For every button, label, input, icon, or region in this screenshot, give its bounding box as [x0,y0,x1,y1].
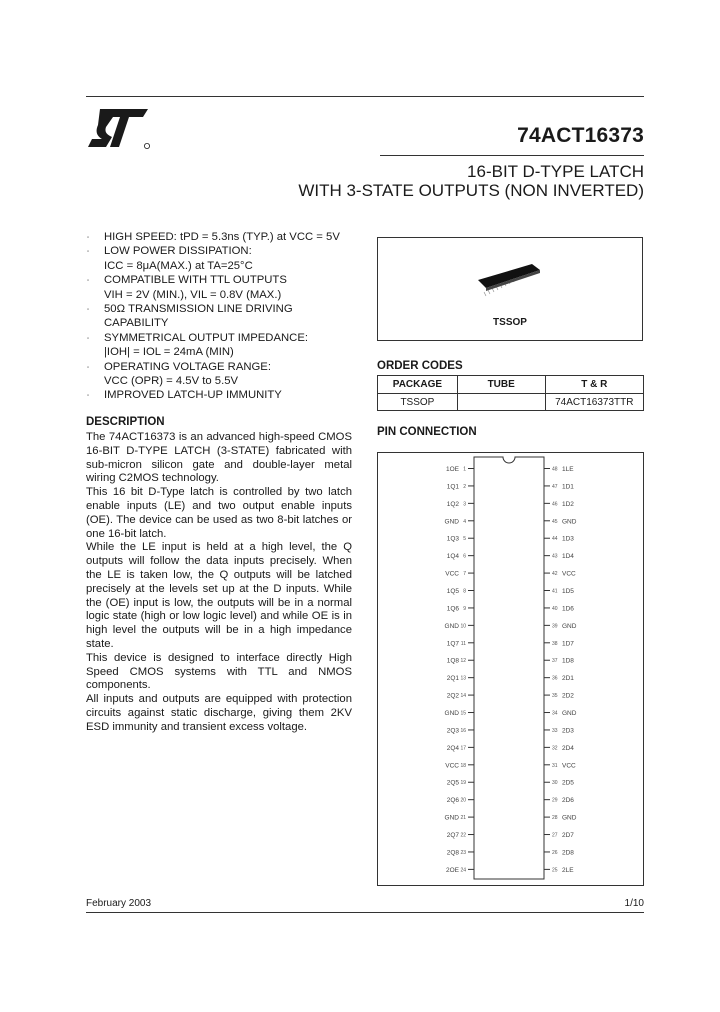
pin-number: 20 [460,797,466,804]
pin-number: 9 [463,605,466,612]
st-logo-icon [86,105,152,151]
pin-label-right: 2D8 [562,849,574,857]
pin-label-right: 1D5 [562,588,574,596]
feature-item [86,388,358,402]
pin-number: 12 [460,658,466,665]
pin-number: 6 [463,553,466,560]
pin-label-left: 1Q3 [446,535,459,543]
pin-number: 32 [552,745,558,752]
order-codes-heading: ORDER CODES [377,360,463,372]
feature-item [86,302,358,331]
pin-label-left: GND [444,622,459,630]
pin-number: 19 [460,780,466,787]
pin-number: 34 [552,710,558,717]
pin-label-left: 2Q6 [446,797,459,805]
pin-number: 8 [463,588,466,595]
pin-label-left: 2Q8 [446,849,459,857]
product-title-line2: WITH 3-STATE OUTPUTS (NON INVERTED) [298,181,644,200]
pin-label-right: 2D6 [562,797,574,805]
pin-number: 25 [552,867,558,874]
order-column-header: TUBE [457,376,545,394]
pin-number: 48 [552,466,558,473]
description-paragraph: This 16 bit D-Type latch is controlled by two latch enable inputs (LE) and two output enable inputs (OE). The device can be used as two 8-bit latches or one 16-bit latch. [86,486,352,540]
pin-label-left: 2OE [445,866,459,874]
pin-label-right: 2D5 [562,779,574,787]
pin-label-left: 1Q2 [446,500,459,508]
feature-text: ▫ COMPATIBLE WITH TTL OUTPUTS [104,274,287,287]
pin-label-right: 1D2 [562,500,574,508]
pin-number: 43 [552,553,558,560]
feature-text: ▫ LOW POWER DISSIPATION: [104,245,252,258]
description-heading: DESCRIPTION [86,416,165,428]
pin-number: 24 [460,867,466,874]
pin-number: 1 [463,466,466,473]
feature-item [86,331,358,360]
pin-label-right: 2D1 [562,675,574,683]
pin-number: 4 [463,518,466,525]
pin-label-right: GND [562,622,577,630]
pin-label-left: 1Q4 [446,553,459,561]
pin-number: 39 [552,623,558,630]
pin-number: 21 [460,815,466,822]
part-number: 74ACT16373 [517,124,644,147]
pin-label-right: 2D3 [562,727,574,735]
pin-number: 44 [552,536,558,543]
pin-connection-diagram [377,452,644,886]
pin-label-left: GND [444,710,459,718]
feature-item [86,230,358,244]
feature-text: ▫ IMPROVED LATCH-UP IMMUNITY [104,389,282,402]
order-codes-table [377,375,644,411]
order-cell: 74ACT16373TTR [545,394,643,411]
pin-label-left: 1Q7 [446,640,459,648]
order-cell [457,394,545,411]
pin-label-right: VCC [562,570,576,578]
pin-label-right: 1D4 [562,553,574,561]
pin-label-left: GND [444,518,459,526]
ic-body [474,457,544,879]
pin-number: 17 [460,745,466,752]
pin-number: 28 [552,815,558,822]
pin-number: 31 [552,762,558,769]
feature-text: VCC (OPR) = 4.5V to 5.5V [104,375,239,388]
description-paragraph: All inputs and outputs are equipped with protection circuits against static discharge, giving them 2KV ESD immunity and transient excess voltage. [86,693,352,733]
feature-text: ▫ 50Ω TRANSMISSION LINE DRIVING [104,303,293,316]
footer-date: February 2003 [86,898,152,909]
feature-item [86,273,358,302]
pin-number: 27 [552,832,558,839]
pin-label-right: 2D2 [562,692,574,700]
pin-label-left: 2Q4 [446,744,459,752]
description-body [86,431,352,735]
pin-label-right: 2D4 [562,744,574,752]
order-table-header-row [378,376,644,394]
pin-number: 7 [463,571,466,578]
pin-label-right: 1D7 [562,640,574,648]
pin-number: 26 [552,849,558,856]
pin-number: 42 [552,571,558,578]
pin-label-right: GND [562,518,577,526]
order-cell: TSSOP [378,394,458,411]
pin-number: 40 [552,605,558,612]
pin-label-left: 2Q1 [446,675,459,683]
footer-page-number: 1/10 [624,898,644,909]
feature-text: ▫ OPERATING VOLTAGE RANGE: [104,360,271,373]
order-column-header: T & R [545,376,643,394]
pin-number: 35 [552,693,558,700]
pin-number: 33 [552,727,558,734]
feature-text: ▫ SYMMETRICAL OUTPUT IMPEDANCE: [104,331,308,344]
pin-number: 15 [460,710,466,717]
description-paragraph: This device is designed to interface directly High Speed CMOS systems with TTL and NMOS components. [86,651,352,692]
pin-number: 41 [552,588,558,595]
product-title-line1: 16-BIT D-TYPE LATCH [467,162,644,181]
pin-number: 11 [460,640,466,647]
pin-label-left: 1OE [445,466,459,473]
pin-label-left: 1Q6 [446,605,459,613]
pin-number: 36 [552,675,558,682]
pin-label-left: VCC [445,570,459,578]
pin-connection-heading: PIN CONNECTION [377,426,477,438]
pin-label-right: GND [562,814,577,822]
pin-label-left: VCC [445,762,459,770]
feature-item [86,244,358,273]
pin-number: 23 [460,849,466,856]
pin-label-right: 2D7 [562,832,574,840]
pin-label-right: 1LE [562,466,574,473]
pin-label-right: 1D8 [562,657,574,665]
pin-number: 10 [460,623,466,630]
pin-number: 2 [463,483,466,490]
feature-text: ICC = 8μA(MAX.) at TA=25°C [104,259,253,272]
description-paragraph: The 74ACT16373 is an advanced high-speed CMOS 16-BIT D-TYPE LATCH (3-STATE) fabricated with sub-micron silicon gate and double-layer metal wiring C2MOS technology. [86,431,352,485]
title-rule [380,155,644,156]
pin-number: 14 [460,693,466,700]
feature-text: VIH = 2V (MIN.), VIL = 0.8V (MAX.) [104,288,282,301]
pin-number: 45 [552,518,558,525]
pin-label-right: VCC [562,762,576,770]
pin-number: 46 [552,501,558,508]
pin-label-left: 2Q5 [446,779,459,787]
pin-label-left: GND [444,814,459,822]
pin-label-left: 1Q8 [446,657,459,665]
pin-number: 22 [460,832,466,839]
package-figure [377,237,643,341]
pin-number: 47 [552,483,558,490]
pin-label-right: GND [562,710,577,718]
pin-label-right: 1D6 [562,605,574,613]
pin-label-left: 1Q1 [446,483,459,491]
footer-rule [86,912,644,913]
order-column-header: PACKAGE [378,376,458,394]
feature-text: CAPABILITY [104,317,169,330]
top-rule [86,96,644,97]
pin-number: 30 [552,780,558,787]
table-row [378,394,644,411]
pin-label-right: 1D3 [562,535,574,543]
pin-number: 37 [552,658,558,665]
pin-number: 18 [460,762,466,769]
pin-label-left: 2Q3 [446,727,459,735]
pin-number: 29 [552,797,558,804]
description-paragraph: While the LE input is held at a high level, the Q outputs will follow the data inputs precisely. When the LE is taken low, the Q outputs will be latched precisely at the levels set up at the D inputs. While the (OE) input is low, the outputs will be in a normal logic state (high or low logic level) and while OE is in high level the outputs will be in a high impedance state. [86,541,352,650]
pin-diagram-svg [378,453,645,887]
pin-label-left: 1Q5 [446,588,459,596]
package-label: TSSOP [493,317,527,328]
pin-label-left: 2Q2 [446,692,459,700]
pin-number: 3 [463,501,466,508]
pin-number: 5 [463,536,466,543]
pin-label-left: 2Q7 [446,832,459,840]
pin-number: 13 [460,675,466,682]
pin-label-right: 2LE [562,866,574,874]
pin-number: 38 [552,640,558,647]
feature-text: |IOH| = IOL = 24mA (MIN) [104,346,234,359]
pin-label-right: 1D1 [562,483,574,491]
feature-item [86,360,358,389]
feature-list [86,230,358,403]
feature-text: ▫ HIGH SPEED: tPD = 5.3ns (TYP.) at VCC = 5V [104,231,340,243]
pin-number: 16 [460,727,466,734]
tssop-package-icon [474,262,544,298]
